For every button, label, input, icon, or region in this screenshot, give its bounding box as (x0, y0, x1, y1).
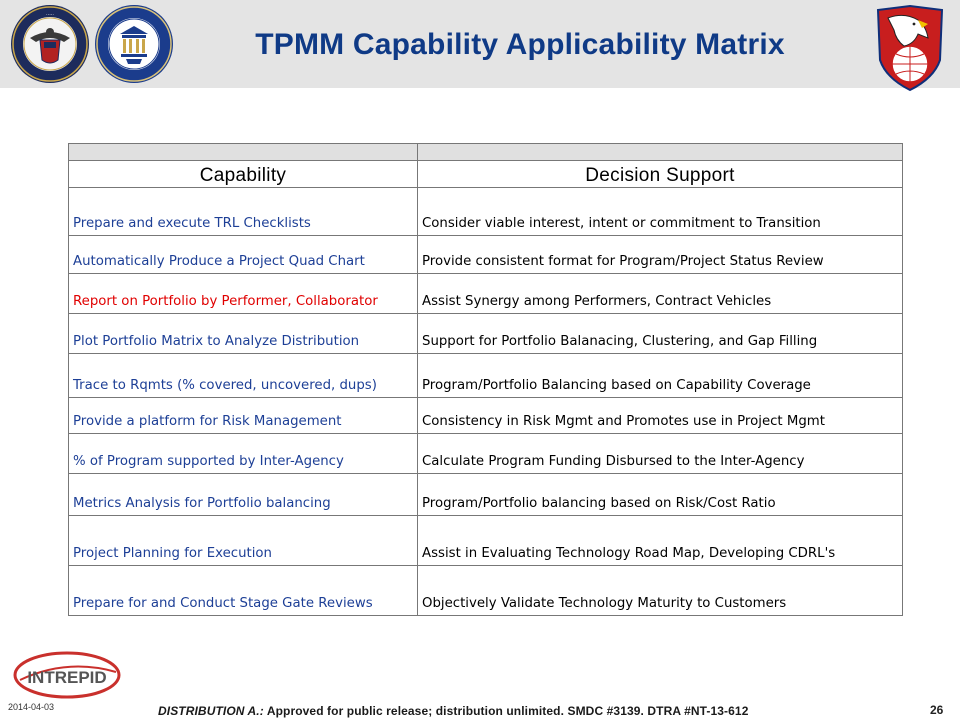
intrepid-logo-text: INTREPID (27, 668, 107, 687)
capability-cell: Automatically Produce a Project Quad Chart (69, 236, 418, 274)
dau-seal-icon (94, 4, 174, 84)
decision-support-cell: Assist Synergy among Performers, Contract Vehicles (418, 274, 903, 314)
decision-support-cell: Assist in Evaluating Technology Road Map, Developing CDRL's (418, 516, 903, 566)
distribution-label: DISTRIBUTION A.: (158, 704, 264, 718)
decision-support-cell: Consider viable interest, intent or commitment to Transition (418, 188, 903, 236)
table-row (69, 188, 903, 236)
decision-support-cell: Provide consistent format for Program/Project Status Review (418, 236, 903, 274)
svg-text:·····: ····· (46, 12, 54, 18)
table-row (69, 354, 903, 398)
capability-cell: Prepare for and Conduct Stage Gate Reviews (69, 566, 418, 616)
column-header-decision-support: Decision Support (418, 161, 903, 188)
table-row (69, 434, 903, 474)
distribution-statement (158, 704, 748, 718)
distribution-text: Approved for public release; distribution unlimited. SMDC #3139. DTRA #NT-13-612 (263, 704, 749, 718)
decision-support-cell: Consistency in Risk Mgmt and Promotes use in Project Mgmt (418, 398, 903, 434)
capability-cell: Project Planning for Execution (69, 516, 418, 566)
capability-matrix-table (68, 143, 903, 616)
decision-support-cell: Objectively Validate Technology Maturity to Customers (418, 566, 903, 616)
dtra-seal-icon (10, 4, 90, 84)
decision-support-cell: Program/Portfolio balancing based on Risk/Cost Ratio (418, 474, 903, 516)
capability-cell: % of Program supported by Inter-Agency (69, 434, 418, 474)
table-row (69, 236, 903, 274)
decision-support-cell: Support for Portfolio Balanacing, Clustering, and Gap Filling (418, 314, 903, 354)
page-title: TPMM Capability Applicability Matrix (255, 28, 785, 61)
capability-cell: Plot Portfolio Matrix to Analyze Distribution (69, 314, 418, 354)
slide-date: 2014-04-03 (8, 702, 55, 712)
column-header-capability: Capability (69, 161, 418, 188)
capability-cell: Metrics Analysis for Portfolio balancing (69, 474, 418, 516)
capability-cell: Trace to Rqmts (% covered, uncovered, dups) (69, 354, 418, 398)
decision-support-cell: Program/Portfolio Balancing based on Capability Coverage (418, 354, 903, 398)
capability-cell: Provide a platform for Risk Management (69, 398, 418, 434)
smdc-eagle-shield-icon (874, 4, 946, 92)
table-row (69, 398, 903, 434)
table-row (69, 274, 903, 314)
table-header-row (69, 161, 903, 188)
page-number: 26 (930, 703, 944, 717)
table-top-band (69, 144, 903, 161)
intrepid-logo (12, 650, 122, 700)
table-row (69, 314, 903, 354)
decision-support-cell: Calculate Program Funding Disbursed to the Inter-Agency (418, 434, 903, 474)
table-row (69, 566, 903, 616)
capability-cell: Prepare and execute TRL Checklists (69, 188, 418, 236)
capability-cell: Report on Portfolio by Performer, Collaborator (69, 274, 418, 314)
table-row (69, 474, 903, 516)
table-row (69, 516, 903, 566)
